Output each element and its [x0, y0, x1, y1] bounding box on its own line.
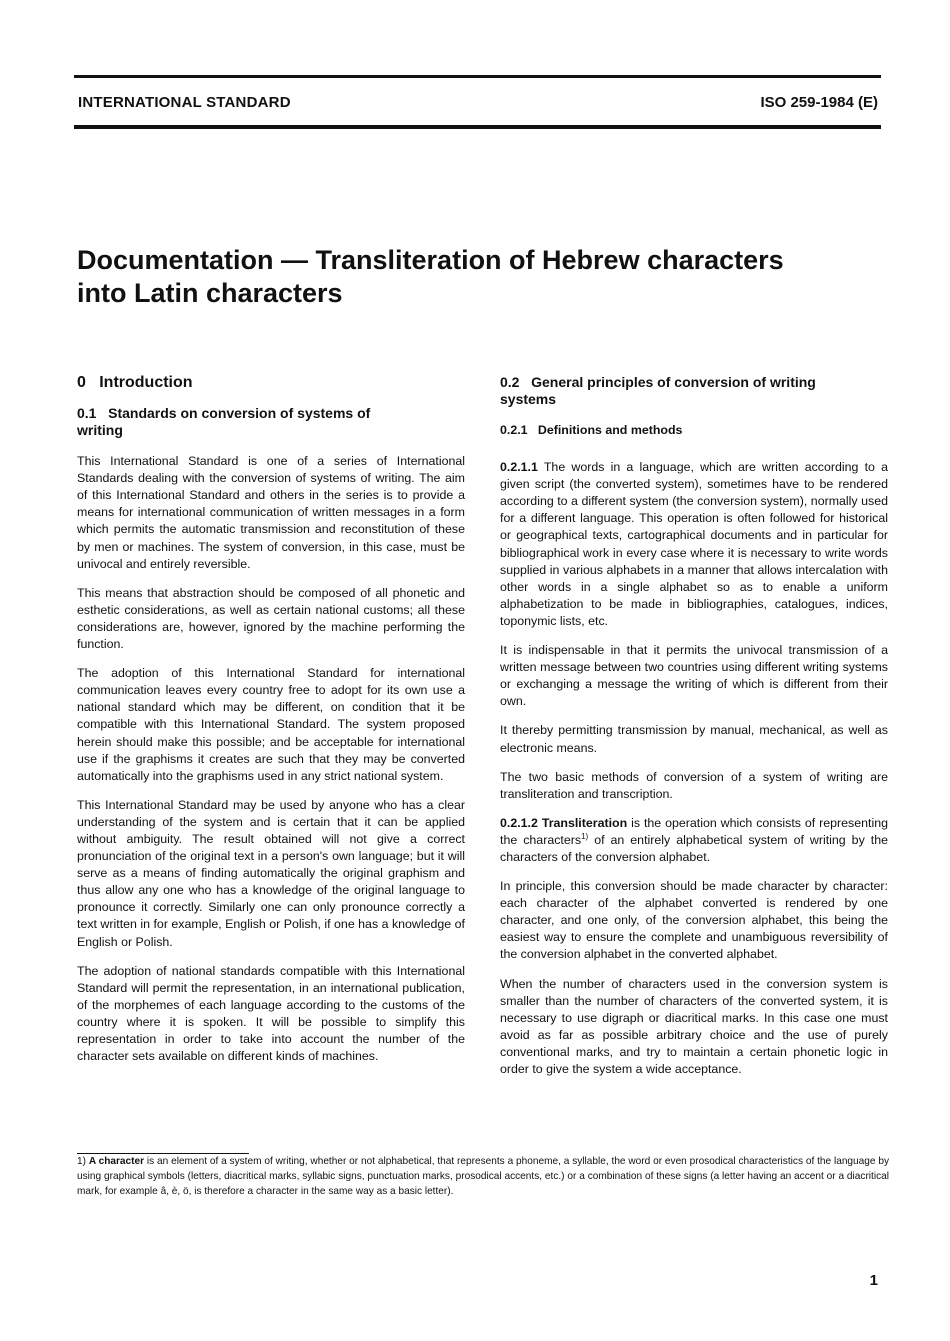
- heading-0-1-line-1: 0.1 Standards on conversion of systems of: [77, 405, 371, 422]
- section-heading-0-2: [500, 374, 888, 408]
- paragraph: [500, 815, 888, 866]
- paragraph: It thereby permitting transmission by manual, mechanical, as well as electronic means.: [500, 723, 888, 755]
- section-heading-0-1: [77, 405, 465, 439]
- paragraph: When the number of characters used in the conversion system is smaller than the number of characters of the converted system, it is necessary to use digraph or diacritical marks. In this case one must avoid as far as possible arbitrary choice and the use of purely conventional marks, and try to maintain a certain phonetic logic in order to give the system a wide acceptance.: [500, 976, 888, 1076]
- paragraph: This International Standard is one of a series of International Standards dealing with the conversion of systems of writing. The aim of this International Standard and others in the series is to provide a means for international communication of written messages in a form which permits the automatic transmission and reconstitution of these by men or machines. The system of conversion, in this case, must be univocal and entirely reversible.: [77, 454, 465, 571]
- header-standard-number: ISO 259-1984 (E): [760, 94, 878, 111]
- paragraph-text: The words in a language, which are written according to a given script (the converted system), sometimes have to be rendered according to a different system (the conversion system), normally used for a different language. This operation is often followed for historical or geographical texts, cartographical documents and in particular for bibliographical work in every case where it is necessary to write words supplied in various alphabets in a manner that allows intercalation with other words in a single alphabet so as to enable a uniform alphabetization to be made in bibliographies, catalogues, indices, toponymic lists, etc.: [500, 460, 889, 628]
- section-heading-0-2-1: 0.2.1 Definitions and methods: [500, 423, 683, 437]
- header-rule-bottom: [74, 125, 881, 129]
- footnote: [77, 1154, 889, 1200]
- right-column: [500, 374, 888, 1090]
- paragraph: In principle, this conversion should be made character by character: each character of the alphabet converted is rendered by one character, and one only, of the conversion alphabet, this being the easiest way to ensure the complete and unambiguous reversibility of the conversion alphabet in the converted alphabet.: [500, 879, 888, 962]
- document-title: [77, 244, 897, 310]
- paragraph: It is indispensable in that it permits the univocal transmission of a written message between two countries using different writing systems or exchanging a message the writing of which is different from their own.: [500, 643, 888, 709]
- paragraph: The adoption of this International Standard for international communication leaves every country free to adopt for its own use a national standard which may be different, on condition that it be compatible with this International Standard. The system proposed herein should make this possible; and be acceptable for international use if the graphisms it creates are such that they may be converted automatically into the graphisms used in any strict national system.: [77, 666, 465, 783]
- defined-term: Transliteration: [541, 815, 628, 830]
- paragraph: This means that abstraction should be composed of all phonetic and esthetic considerations, as well as certain national customs; all these considerations are, however, ignored by the machine performing the function.: [77, 585, 465, 652]
- footnote-term: A character: [88, 1156, 145, 1167]
- clause-number: 0.2.1.2: [500, 815, 538, 830]
- section-heading-introduction: 0 Introduction: [77, 374, 193, 391]
- paragraph: The adoption of national standards compatible with this International Standard will permit the representation, in an international publication, of the morphemes of each language according to the customs of the country where it is spoken. It will be possible to simplify this representation in order to take into account the number of the character sets available on different kinds of machines.: [77, 963, 465, 1064]
- footnote-marker: 1): [77, 1156, 86, 1167]
- title-line-2: into Latin characters: [77, 278, 343, 308]
- title-line-1: Documentation — Transliteration of Hebrew characters: [77, 245, 784, 275]
- footnote-text: is an element of a system of writing, whether or not alphabetical, that represents a phoneme, a syllable, the word or even prosodical characteristics of the language by using graphical symbols (letters, diacritical marks, syllabic signs, punctuation marks, prosodical accents, etc.) or a combination of these signs (a letter having an accent or a diacritical mark, for example â, è, ö, is therefore a character in the same way as a basic letter).: [77, 1156, 889, 1198]
- page-number: 1: [869, 1272, 878, 1289]
- paragraph-text: is the operation which consists of representing the characters: [500, 815, 888, 847]
- paragraph: This International Standard may be used by anyone who has a clear understanding of the system and is certain that it can be applied without ambiguity. The result obtained will not give a correct pronunciation of the original text in a person's own language; but it will serve as a means of finding automatically the original graphism and thus allow any one who has a knowledge of the original language to pronounce it correctly. Similarly one can only pronounce correctly a text written in for example, English or Polish, if one has a knowledge of English or Polish.: [77, 797, 465, 949]
- left-column: [77, 374, 465, 1077]
- header-standard-label: INTERNATIONAL STANDARD: [78, 94, 291, 111]
- footnote-reference: 1): [581, 831, 589, 841]
- paragraph: [500, 459, 888, 630]
- clause-number: 0.2.1.1: [500, 460, 538, 475]
- header-rule-top: [74, 75, 881, 78]
- heading-0-1-line-2: writing: [77, 422, 123, 439]
- heading-0-2-line-2: systems: [500, 391, 557, 407]
- heading-0-2-line-1: 0.2 General principles of conversion of writing: [500, 374, 816, 390]
- paragraph: The two basic methods of conversion of a system of writing are transliteration and transcription.: [500, 769, 888, 801]
- paragraph-text: of an entirely alphabetical system of writing by the characters of the conversion alphabet.: [500, 832, 888, 864]
